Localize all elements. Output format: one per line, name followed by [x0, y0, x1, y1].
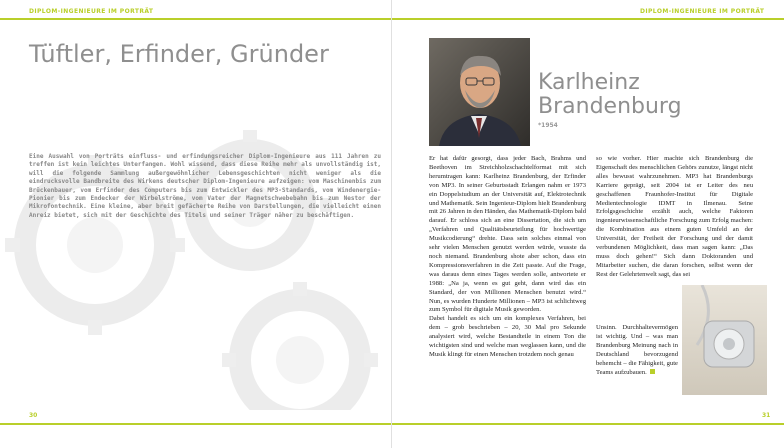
intro-paragraph: Eine Auswahl von Porträts einfluss- und erfindungsreicher Diplom-Ingenieure aus 111 Jahren zu treffen ist kein leichtes Unterfangen. Wohl wissend, dass diese Reihe mehr als unvollständig ist, will die folgende Sammlung außergewöhnlicher Lebensgeschichten nicht weniger als die eindrucksvolle Bandbreite des Wirkens deutscher Diplom-Ingenieure aufzeigen: vom Maschinenbis zum Brückenbauer, vom Erfinder des Computers bis zum Entwickler des MP3-Standards, vom Windenergie-Pionier bis zum Endecker der Wirbelströme, vom Vater der Magnetschwebebahn bis zum Nestor der Mikrofontechnik. Eine kleine, aber breit gefächerte Reihe von Darstellungen, die vielleicht einen Anreiz bietet, sich mit der Geschichte des Titels und seiner Träger näher zu beschäftigen. [29, 153, 381, 219]
body-column-1: Er hat dafür gesorgt, dass jeder Bach, Brahms und Beethoven im Streichholzschachtelformat mit sich herumtragen kann: Karlheinz Brandenburg, der Erfinder von MP3. In seiner Geburtsstadt Erlangen nahm er 1973 ein Doppelstudium an der Universität auf, Elektrotechnik und Mathematik. Sein Ingenieur-Diplom hielt Brandenburg mit 26 Jahren in den Händen, das Mathematik-Diplom bald darauf. Er schloss sich an eine Dissertation, die sich um „Verfahren und Qualitätsbeurteilung für hochwertige Musikcodierung“ drehte. Dass sein solches einmal von sehr vielen Menschen genutzt werden würde, wusste da noch niemand. Brandenburg shote aber schon, dass ein Kompressionsverfahren in die Zeit passte. Auf die Frage, was daraus denn eines Tages werden solle, antwortete er 1988: „Na ja, wenn es gut geht, dann wird das ein Standard, der von Millionen Menschen benutzt wird.“ Nun, es wurden Hunderte Millionen – MP3 ist schlichtweg zum Symbol für digitale Musik geworden. Dabei handelt es sich um ein komplexes Verfahren, bei dem – grob beschrieben – 20, 30 Mal pro Sekunde analysiert wird, welche Bestandteile in einem Ton die wichtigsten sind und welche man weglassen kann, und die Musik klingt für einen Menschen trotzdem noch genau [429, 155, 586, 358]
birth-year: *1954 [538, 122, 558, 129]
header-rule [0, 18, 392, 20]
body-column-2: so wie vorher. Hier machte sich Brandenburg die Eigenschaft des menschlichen Gehörs zunutze, längst nicht alles bewusst wahrzunehmen. MP3 hat Brandenburgs Karriere geprägt, seit 2004 ist er Leiter des neu geschaffenen Fraunhofer-Institut für Digitale Medientechnologie IDMT in Ilmenau. Seine Erfolgsgeschichte erzählt auch, welche Faktoren ingenieurwissenschaftliche Forschung zum Erfolg machen: die Kombination aus einem guten Umfeld an der Universität, der Freiheit der Forschung und der damit verbundenen Möglichkeit, dass man sagen kann: „Das muss doch gehen!“ Sich dann Doktoranden und Mitarbeiter suchen, die daran forschen, selbst wenn der Rest der Gelehrtenwelt sagt, das sei [596, 155, 753, 278]
person-last-name: Brandenburg [538, 94, 682, 119]
header-label: DIPLOM-INGENIEURE IM PORTRÄT [29, 8, 154, 15]
page-number: 31 [762, 412, 771, 419]
page-number: 30 [29, 412, 38, 419]
mp3-player-photo [682, 285, 767, 395]
body-column-2-continued-text: Unsinn. Durchhaltevermögen ist wichtig. Und – was man Brandenburg Meinung nach in Deutschland bevorzugend behemcht – die Fähigkeit, gute Teams aufzubauen. [596, 324, 678, 376]
page-title: Tüftler, Erfinder, Gründer [29, 40, 329, 68]
header-rule [392, 18, 784, 20]
portrait-photo [429, 38, 530, 146]
end-mark-icon [650, 369, 655, 374]
body-column-2-continued [596, 324, 678, 377]
person-first-name: Karlheinz [538, 70, 640, 95]
header-label: DIPLOM-INGENIEURE IM PORTRÄT [640, 8, 765, 15]
footer-rule [392, 423, 784, 425]
footer-rule [0, 423, 392, 425]
